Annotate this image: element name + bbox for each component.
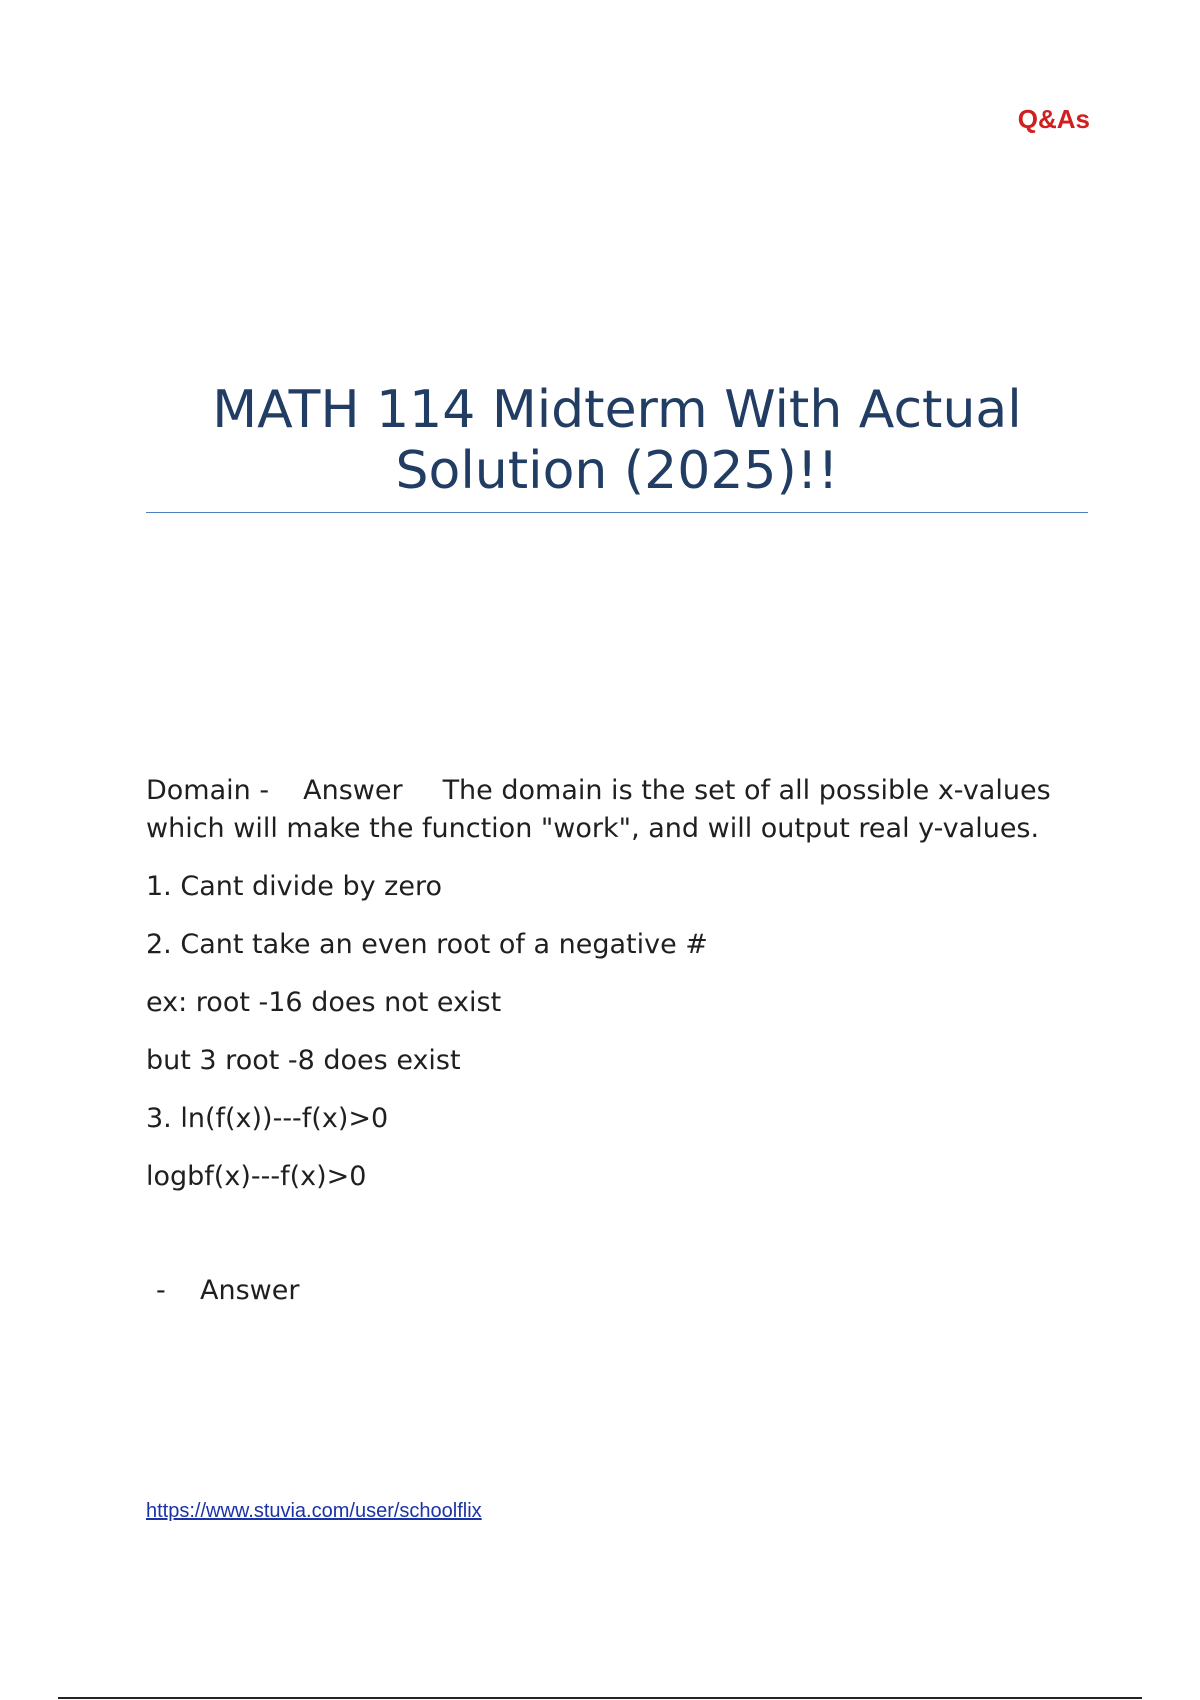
answer-label: Answer	[303, 775, 403, 806]
page-title	[146, 380, 1088, 502]
question-label: Domain -	[146, 775, 270, 806]
list-item: 1. Cant divide by zero	[146, 871, 442, 902]
list-item: but 3 root -8 does exist	[146, 1045, 461, 1076]
author-profile-link[interactable]: https://www.stuvia.com/user/schoolflix	[146, 1500, 482, 1522]
answer-dash: -	[156, 1275, 166, 1306]
page-title-line-2: Solution (2025)!!	[395, 441, 839, 501]
answer-text: The domain is the set of all possible x-values which will make the function "work", and will output real y-values.	[146, 775, 1051, 844]
list-item: logbf(x)---f(x)>0	[146, 1161, 367, 1192]
qa-content	[146, 772, 1088, 1330]
spacer	[146, 1216, 1088, 1272]
title-divider	[146, 512, 1088, 513]
second-answer-label: Answer	[200, 1275, 300, 1306]
title-block	[146, 380, 1088, 502]
header-tag: Q&As	[1017, 104, 1090, 134]
page-title-line-1: MATH 114 Midterm With Actual	[212, 380, 1022, 440]
second-answer-line	[146, 1272, 1088, 1310]
footer-divider	[58, 1697, 1142, 1699]
qa-lead-paragraph	[146, 772, 1088, 848]
list-item: 3. ln(f(x))---f(x)>0	[146, 1103, 389, 1134]
list-item: 2. Cant take an even root of a negative #	[146, 929, 708, 960]
list-item: ex: root -16 does not exist	[146, 987, 502, 1018]
